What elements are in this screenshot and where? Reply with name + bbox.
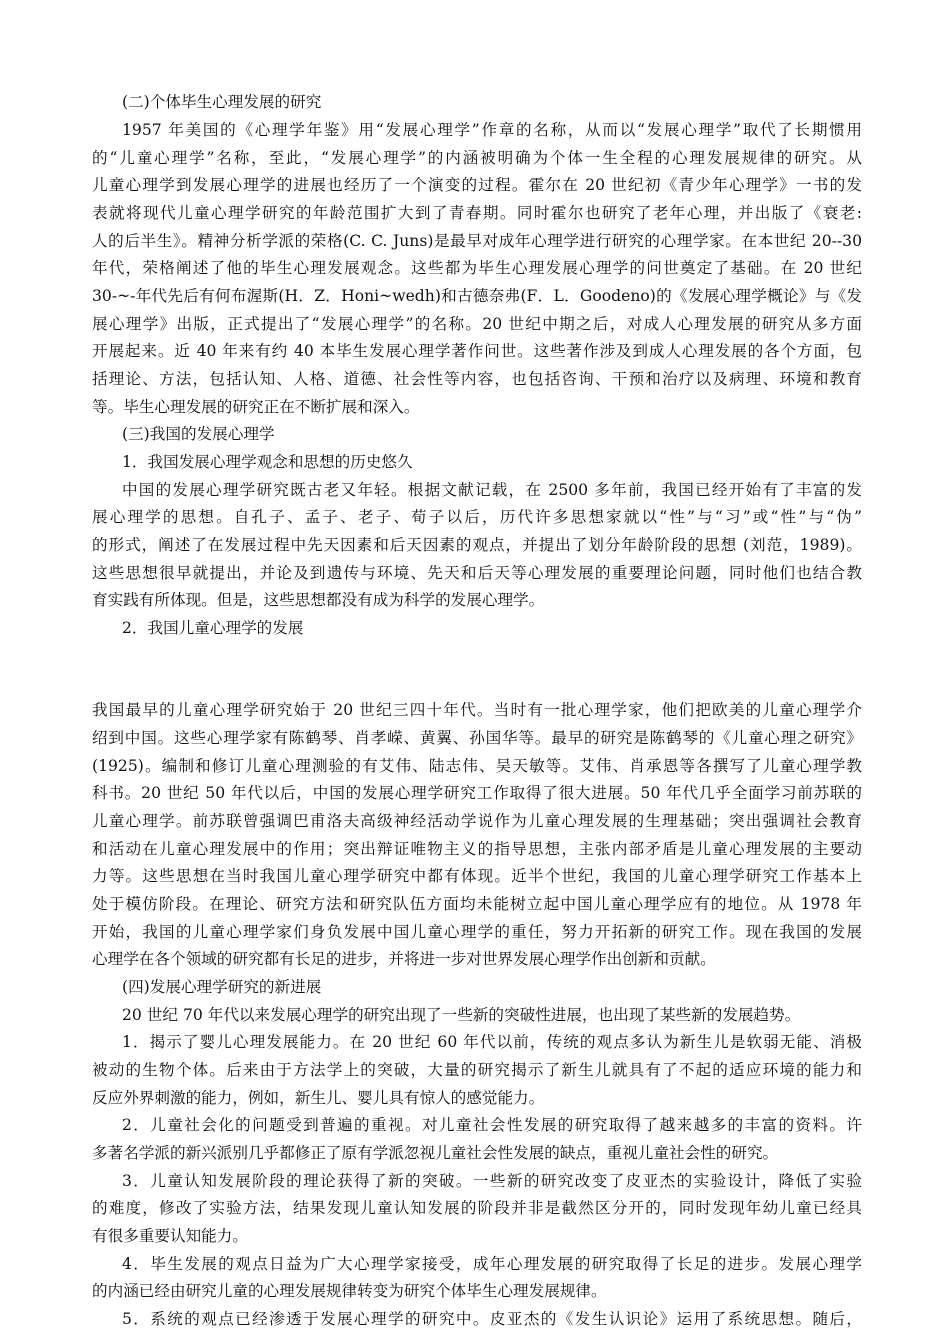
paragraph-line: 人的后半生》。精神分析学派的荣格(C. C. Juns)是最早对成年心理学进行研究的心理学家。在本世纪 20--30: [92, 232, 862, 250]
paragraph-line: 我国最早的儿童心理学研究始于 20 世纪三四十年代。当时有一批心理学家，他们把欧美的儿童心理学介: [92, 701, 862, 719]
section-heading: (二)个体毕生心理发展的研究: [122, 93, 322, 111]
section-heading: (三)我国的发展心理学: [122, 425, 275, 443]
paragraph-line: 儿童心理学。前苏联曾强调巴甫洛夫高级神经活动学说作为儿童心理发展的生理基础；突出强调社会教育: [92, 812, 862, 830]
paragraph-line: 有很多重要认知能力。: [92, 1227, 248, 1245]
paragraph-line: 5．系统的观点已经渗透于发展心理学的研究中。皮亚杰的《发生认识论》运用了系统思想。随后，: [122, 1310, 862, 1328]
paragraph-line: 年代，荣格阐述了他的毕生心理发展观念。这些都为毕生心理发展心理学的问世奠定了基础。在 20 世纪: [92, 259, 862, 277]
paragraph-line: 的难度，修改了实验方法，结果发现儿童认知发展的阶段并非是截然区分开的，同时发现年幼儿童已经具: [92, 1199, 862, 1217]
section-heading: (四)发展心理学研究的新进展: [122, 978, 322, 996]
paragraph-line: 括理论、方法，包括认知、人格、道德、社会性等内容，也包括咨询、干预和治疗以及病理、环境和教育: [92, 370, 862, 388]
paragraph-line: 科书。20 世纪 50 年代以后，中国的发展心理学研究工作取得了很大进展。50 年代几乎全面学习前苏联的: [92, 784, 862, 802]
paragraph-line: 这些思想很早就提出，并论及到遗传与环境、先天和后天等心理发展的重要理论问题，同时他们也结合教: [92, 564, 862, 582]
paragraph-line: 开展起来。近 40 年来有约 40 本毕生发展心理学著作问世。这些著作涉及到成人心理发展的各个方面，包: [92, 342, 862, 360]
paragraph-line: 处于模仿阶段。在理论、研究方法和研究队伍方面均未能树立起中国儿童心理学应有的地位。从 1978 年: [92, 895, 862, 913]
paragraph-line: 儿童心理学到发展心理学的进展也经历了一个演变的过程。霍尔在 20 世纪初《青少年心理学》一书的发: [92, 176, 862, 194]
paragraph-line: 开始，我国的儿童心理学家们身负发展中国儿童心理学的重任，努力开拓新的研究工作。现在我国的发展: [92, 923, 862, 941]
paragraph-line: 绍到中国。这些心理学家有陈鹤琴、肖孝嵘、黄翼、孙国华等。最早的研究是陈鹤琴的《儿童心理之研究》: [92, 729, 862, 747]
paragraph-line: 展心理学》出版，正式提出了“发展心理学”的名称。20 世纪中期之后，对成人心理发展的研究从多方面: [92, 315, 862, 333]
paragraph-line: 等。毕生心理发展的研究正在不断扩展和深入。: [92, 398, 420, 416]
paragraph-line: 反应外界刺激的能力，例如，新生儿、婴儿具有惊人的感觉能力。: [92, 1089, 545, 1107]
paragraph-line: 20 世纪 70 年代以来发展心理学的研究出现了一些新的突破性进展，也出现了某些新的发展趋势。: [122, 1006, 801, 1024]
paragraph-line: 和活动在儿童心理发展中的作用；突出辩证唯物主义的指导思想，主张内部矛盾是儿童心理发展的主要动: [92, 840, 862, 858]
paragraph-line: 的形式，阐述了在发展过程中先天因素和后天因素的观点，并提出了划分年龄阶段的思想 (刘范，1989)。: [92, 536, 862, 554]
subsection-heading: 2．我国儿童心理学的发展: [122, 619, 304, 637]
paragraph-line: 育实践有所体现。但是，这些思想都没有成为科学的发展心理学。: [92, 591, 545, 609]
paragraph-line: 1957 年美国的《心理学年鉴》用“发展心理学”作章的名称，从而以“发展心理学”取代了长期惯用: [122, 121, 862, 139]
paragraph-line: 30-~-年代先后有何布渥斯(H．Z．Honi~wedh)和古德奈弗(F．L．Goodeno)的《发展心理学概论》与《发: [92, 287, 862, 305]
paragraph-line: 的“儿童心理学”名称，至此，“发展心理学”的内涵被明确为个体一生全程的心理发展规律的研究。从: [92, 149, 862, 167]
paragraph-line: 1．揭示了婴儿心理发展能力。在 20 世纪 60 年代以前，传统的观点多认为新生儿是软弱无能、消极: [122, 1033, 862, 1051]
paragraph-line: 多著名学派的新兴派别几乎都修正了原有学派忽视儿童社会性发展的缺点，重视儿童社会性的研究。: [92, 1144, 779, 1162]
paragraph-line: 3．儿童认知发展阶段的理论获得了新的突破。一些新的研究改变了皮亚杰的实验设计，降低了实验: [122, 1172, 862, 1190]
paragraph-line: 力等。这些思想在当时我国儿童心理学研究中都有体现。近半个世纪，我国的儿童心理学研究工作基本上: [92, 867, 862, 885]
paragraph-line: 的内涵已经由研究儿童的心理发展规律转变为研究个体毕生心理发展规律。: [92, 1282, 607, 1300]
paragraph-line: 展心理学的思想。自孔子、孟子、老子、荀子以后，历代许多思想家就以“性”与“习”或“性”与“伪”: [92, 508, 862, 526]
paragraph-line: 被动的生物个体。后来由于方法学上的突破，大量的研究揭示了新生儿就具有了不起的适应环境的能力和: [92, 1061, 862, 1079]
paragraph-line: (1925)。编制和修订儿童心理测验的有艾伟、陆志伟、吴天敏等。艾伟、肖承恩等各撰写了儿童心理学教: [92, 757, 862, 775]
paragraph-line: 表就将现代儿童心理学研究的年龄范围扩大到了青春期。同时霍尔也研究了老年心理，并出版了《衰老:: [92, 204, 862, 222]
subsection-heading: 1．我国发展心理学观念和思想的历史悠久: [122, 453, 413, 471]
paragraph-line: 中国的发展心理学研究既古老又年轻。根据文献记载，在 2500 多年前，我国已经开始有了丰富的发: [122, 481, 862, 499]
paragraph-line: 心理学在各个领域的研究都有长足的进步，并将进一步对世界发展心理学作出创新和贡献。: [92, 950, 716, 968]
paragraph-line: 4．毕生发展的观点日益为广大心理学家接受，成年心理发展的研究取得了长足的进步。发展心理学: [122, 1255, 862, 1273]
paragraph-line: 2．儿童社会化的问题受到普遍的重视。对儿童社会性发展的研究取得了越来越多的丰富的资料。许: [122, 1116, 862, 1134]
